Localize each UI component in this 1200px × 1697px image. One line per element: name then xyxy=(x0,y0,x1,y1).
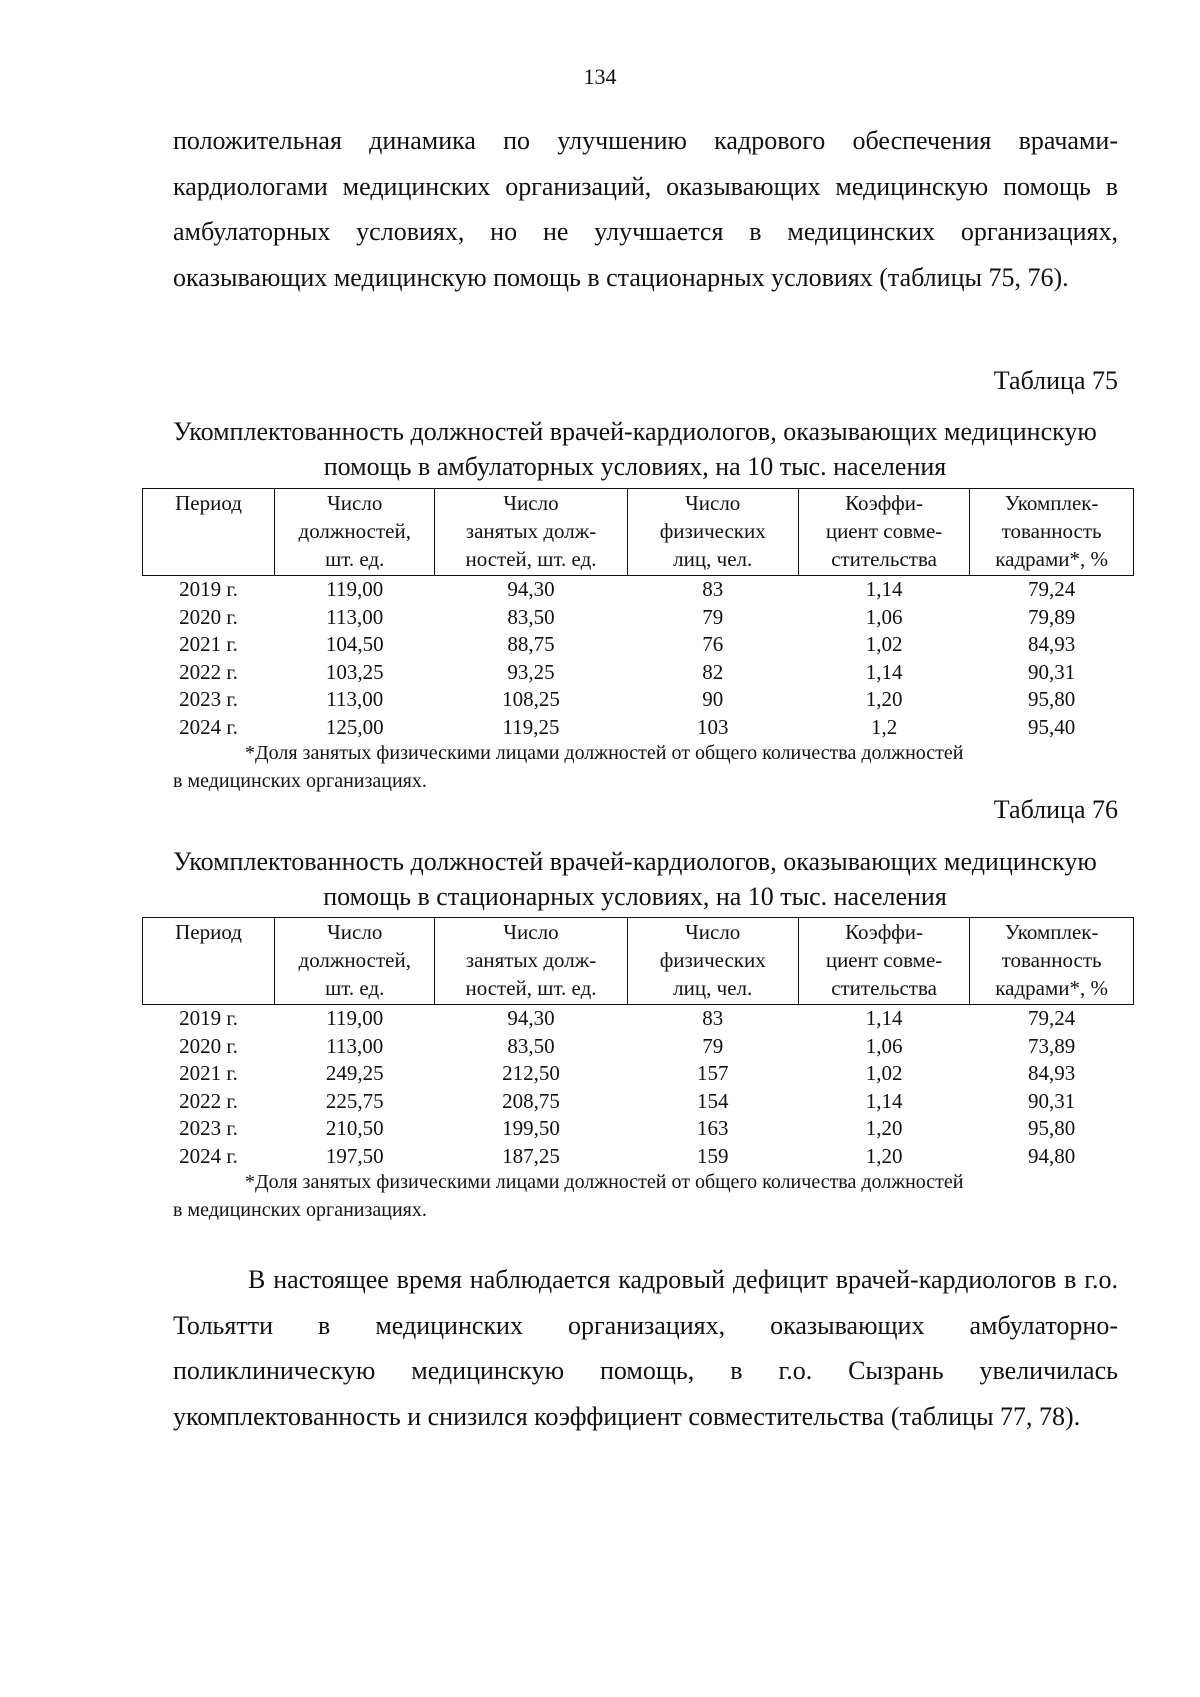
header-period: Период xyxy=(143,918,275,1005)
cell: 157 xyxy=(696,1061,729,1085)
cell: 1,06 xyxy=(865,604,903,629)
table-row xyxy=(143,1115,1134,1143)
table-75-caption: Укомплектованность должностей врачей-кардиологов, оказывающих медицинскую помощь в амбулаторных условиях, на 10 тыс. населения xyxy=(173,417,1097,481)
cell: 159 xyxy=(696,1143,729,1168)
cell: 1,14 xyxy=(865,659,903,684)
cell: 1,20 xyxy=(865,1116,903,1140)
cell: 95,80 xyxy=(1027,687,1076,711)
cell: 119,00 xyxy=(326,577,384,601)
cell: 2022 г. xyxy=(179,659,238,684)
cell: 1,20 xyxy=(865,687,903,711)
cell: 2021 г. xyxy=(179,1061,238,1085)
cell: 79 xyxy=(702,604,724,629)
cell: 113,00 xyxy=(326,1033,384,1058)
footnote-line: *Доля занятых физическими лицами должностей от общего количества должностей xyxy=(245,742,964,764)
cell: 108,25 xyxy=(502,687,560,711)
intro-paragraph: положительная динамика по улучшению кадрового обеспечения врачами-кардиологами медицинских организаций, оказывающих медицинскую помощь в амбулаторных условиях, но не улучшается в медицинских организациях, оказывающих медицинскую помощь в стационарных условиях (таблицы 75, 76). xyxy=(173,126,1118,292)
cell: 2019 г. xyxy=(179,1006,238,1030)
cell: 76 xyxy=(702,632,724,656)
cell: 1,06 xyxy=(865,1033,903,1058)
cell: 90,31 xyxy=(1027,659,1076,684)
cell: 119,25 xyxy=(502,714,560,739)
cell: 187,25 xyxy=(502,1143,560,1168)
footnote-line: в медицинских организациях. xyxy=(173,1199,427,1221)
cell: 90 xyxy=(702,687,724,711)
header-positions: Число должностей, шт. ед. xyxy=(275,918,435,1005)
table-76-caption: Укомплектованность должностей врачей-кардиологов, оказывающих медицинскую помощь в стационарных условиях, на 10 тыс. населения xyxy=(173,847,1097,911)
cell: 83,50 xyxy=(507,1033,555,1058)
cell: 104,50 xyxy=(325,632,384,656)
cell: 83 xyxy=(702,577,724,601)
cell: 2024 г. xyxy=(179,1143,238,1168)
table-76-footnote xyxy=(173,1168,1123,1224)
table-76 xyxy=(142,917,1134,1170)
cell: 2020 г. xyxy=(179,604,238,629)
table-row xyxy=(143,631,1134,659)
cell: 210,50 xyxy=(325,1116,384,1140)
cell: 79,24 xyxy=(1027,1006,1076,1030)
table-row xyxy=(143,1088,1134,1116)
cell: 79,24 xyxy=(1027,577,1076,601)
cell: 113,00 xyxy=(326,604,384,629)
header-individuals: Число физических лиц, чел. xyxy=(627,918,798,1005)
closing-paragraph: В настоящее время наблюдается кадровый дефицит врачей-кардиологов в г.о. Тольятти в медицинских организациях, оказывающих амбулаторно-поликлиническую медицинскую помощь, в г.о. Сызрань увеличилась укомплектованность и снизился коэффициент совместительства (таблицы 77, 78). xyxy=(173,1265,1118,1431)
cell: 95,40 xyxy=(1027,714,1076,739)
cell: 73,89 xyxy=(1027,1033,1076,1058)
cell: 1,14 xyxy=(865,1006,903,1030)
cell: 249,25 xyxy=(325,1061,384,1085)
header-occupied-positions: Число занятых долж- ностей, шт. ед. xyxy=(435,918,627,1005)
cell: 1,14 xyxy=(865,1088,903,1113)
cell: 95,80 xyxy=(1027,1116,1076,1140)
table-row xyxy=(143,686,1134,714)
cell: 197,50 xyxy=(325,1143,384,1168)
cell: 1,2 xyxy=(870,714,898,739)
cell: 154 xyxy=(696,1088,729,1113)
cell: 2019 г. xyxy=(179,577,238,601)
table-row xyxy=(143,1005,1134,1033)
header-occupied-positions: Число занятых долж- ностей, шт. ед. xyxy=(435,489,627,576)
page-number: 134 xyxy=(583,64,617,89)
cell: 2020 г. xyxy=(179,1033,238,1058)
cell: 2024 г. xyxy=(179,714,238,739)
table-row xyxy=(143,604,1134,632)
footnote-line: *Доля занятых физическими лицами должностей от общего количества должностей xyxy=(245,1171,964,1193)
cell: 79 xyxy=(702,1033,724,1058)
cell: 94,30 xyxy=(507,1006,555,1030)
table-row xyxy=(143,1060,1134,1088)
cell: 94,80 xyxy=(1027,1143,1076,1168)
cell: 84,93 xyxy=(1027,1061,1076,1085)
cell: 163 xyxy=(696,1116,729,1140)
cell: 83,50 xyxy=(507,604,555,629)
cell: 103,25 xyxy=(325,659,384,684)
table-row xyxy=(143,714,1134,742)
header-staffing: Укомплек- тованность кадрами*, % xyxy=(970,918,1134,1005)
cell: 2022 г. xyxy=(179,1088,238,1113)
cell: 83 xyxy=(702,1006,724,1030)
cell: 208,75 xyxy=(502,1088,560,1113)
cell: 93,25 xyxy=(507,659,555,684)
table-75-label: Таблица 75 xyxy=(993,366,1118,395)
cell: 94,30 xyxy=(507,577,555,601)
table-75-footnote xyxy=(173,739,1123,795)
footnote-line: в медицинских организациях. xyxy=(173,770,427,792)
cell: 1,02 xyxy=(865,632,903,656)
cell: 119,00 xyxy=(326,1006,384,1030)
header-individuals: Число физических лиц, чел. xyxy=(627,489,798,576)
table-row xyxy=(143,1143,1134,1171)
cell: 1,02 xyxy=(865,1061,903,1085)
table-75 xyxy=(142,488,1134,741)
header-staffing: Укомплек- тованность кадрами*, % xyxy=(970,489,1134,576)
table-76-label: Таблица 76 xyxy=(993,795,1118,824)
cell: 90,31 xyxy=(1027,1088,1076,1113)
cell: 2023 г. xyxy=(179,687,238,711)
cell: 125,00 xyxy=(325,714,384,739)
cell: 199,50 xyxy=(502,1116,560,1140)
header-period: Период xyxy=(143,489,275,576)
cell: 88,75 xyxy=(507,632,555,656)
cell: 1,20 xyxy=(865,1143,903,1168)
header-coefficient: Коэффи- циент совме- стительства xyxy=(798,489,969,576)
table-row xyxy=(143,1033,1134,1061)
cell: 1,14 xyxy=(865,577,903,601)
table-header-row xyxy=(143,489,1134,576)
header-positions: Число должностей, шт. ед. xyxy=(275,489,435,576)
cell: 113,00 xyxy=(326,687,384,711)
header-coefficient: Коэффи- циент совме- стительства xyxy=(798,918,969,1005)
cell: 103 xyxy=(696,714,729,739)
cell: 2021 г. xyxy=(179,632,238,656)
table-row xyxy=(143,576,1134,604)
cell: 225,75 xyxy=(325,1088,384,1113)
table-row xyxy=(143,659,1134,687)
table-header-row xyxy=(143,918,1134,1005)
cell: 2023 г. xyxy=(179,1116,238,1140)
cell: 84,93 xyxy=(1027,632,1076,656)
cell: 79,89 xyxy=(1027,604,1076,629)
cell: 212,50 xyxy=(502,1061,560,1085)
cell: 82 xyxy=(702,659,724,684)
